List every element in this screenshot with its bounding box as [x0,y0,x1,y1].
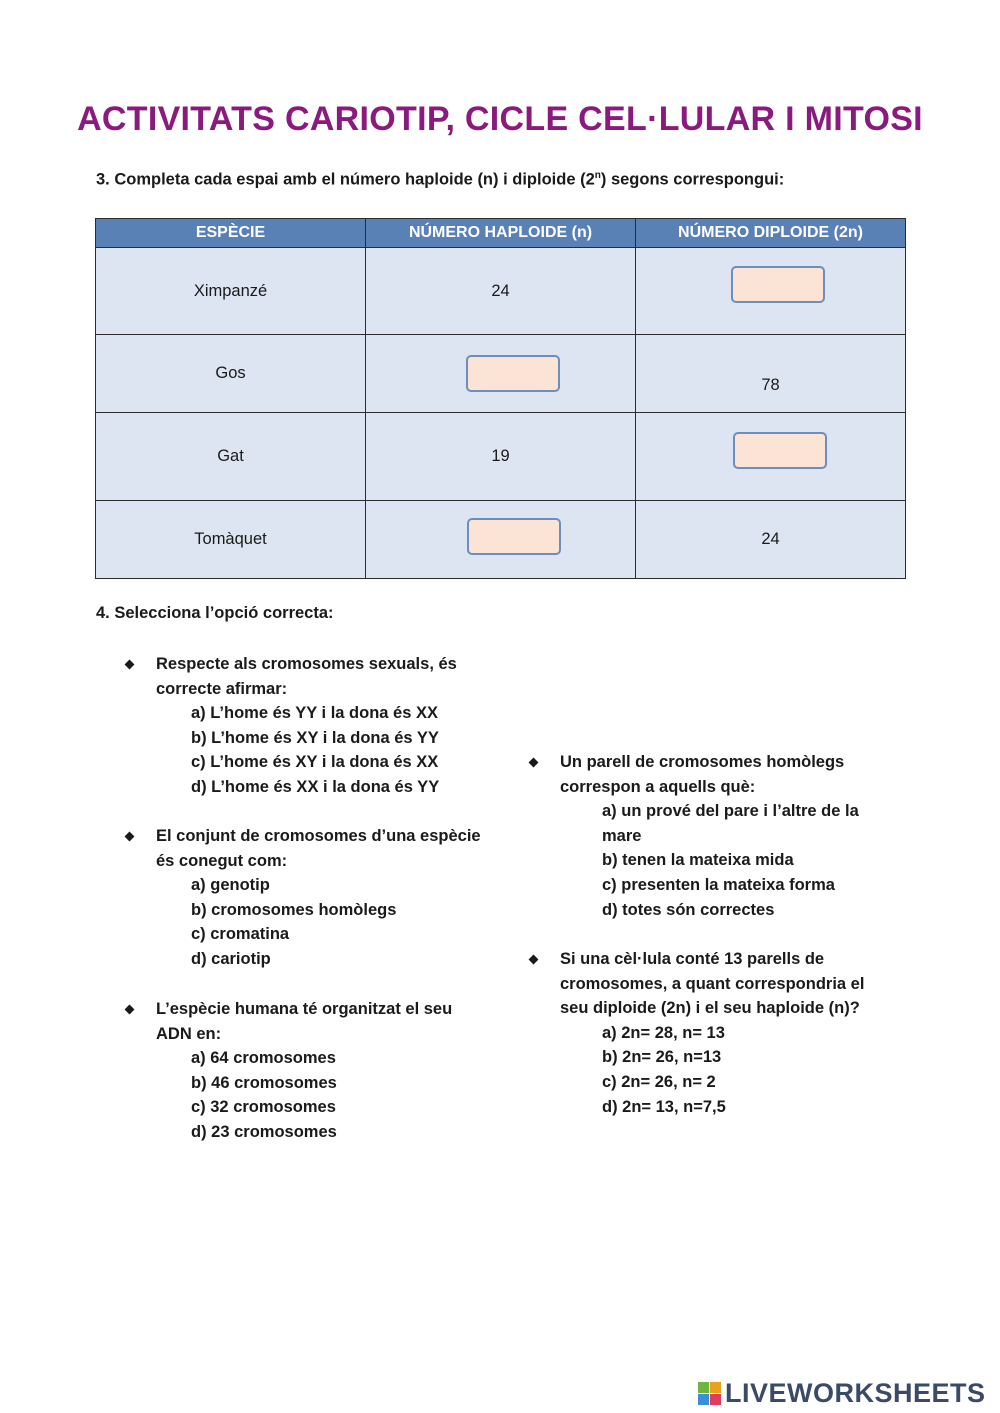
haploid-cell: 24 [366,248,636,335]
mcq-option-c[interactable]: c) 32 cromosomes [191,1098,336,1117]
species-cell: Gat [96,413,366,501]
mcq-option-b[interactable]: b) tenen la mateixa mida [602,851,794,870]
mcq-option-a-continued[interactable]: mare [602,826,642,845]
worksheet-title: ACTIVITATS CARIOTIP, CICLE CEL·LULAR I MITOSI [77,100,923,138]
chromosome-table [95,218,906,579]
haploid-cell [366,335,636,413]
table-row [96,335,906,413]
mcq-option-a[interactable]: a) genotip [191,876,270,895]
answer-input-box[interactable] [731,266,825,303]
mcq-option-d[interactable]: d) 23 cromosomes [191,1122,337,1141]
question-3-prompt: 3. Completa cada espai amb el número haploide (n) i diploide (2$^n$) segons correspongui: [96,170,785,189]
mcq-option-a[interactable]: a) un prové del pare i l’altre de la [602,802,859,821]
logo-square-2 [710,1382,721,1393]
mcq-chromosome-set [156,824,516,972]
mcq-option-c[interactable]: c) 2n= 26, n= 2 [602,1072,716,1091]
species-cell: Ximpanzé [96,248,366,335]
mcq-homologous-pair [560,750,900,922]
diploid-cell [636,413,906,501]
mcq-stem: ADN en: [156,1024,222,1043]
mcq-option-c[interactable]: c) presenten la mateixa forma [602,875,835,894]
mcq-sex-chromosomes [156,652,516,800]
mcq-stem: Un parell de cromosomes homòlegs [560,753,845,771]
answer-input-box[interactable] [733,432,827,469]
haploid-cell: 19 [366,413,636,501]
liveworksheets-logo [698,1378,986,1408]
answer-input-box[interactable] [466,355,560,392]
diploid-cell: 24 [636,501,906,579]
mcq-stem: seu diploide (2n) i el seu haploide (n)? [560,999,860,1018]
mcq-option-a[interactable]: a) 64 cromosomes [191,1049,336,1068]
mcq-option-c[interactable]: c) cromatina [191,925,290,944]
species-cell: Gos [96,335,366,413]
mcq-cell-pairs [560,947,900,1119]
mcq-option-b[interactable]: b) 2n= 26, n=13 [602,1048,722,1067]
mcq-option-b[interactable]: b) L’home és XY i la dona és YY [191,728,439,747]
liveworksheets-logo-icon [698,1382,721,1405]
mcq-option-b[interactable]: b) cromosomes homòlegs [191,900,397,919]
mcq-stem: Respecte als cromosomes sexuals, és [156,655,457,673]
mcq-stem: L’espècie humana té organitzat el seu [156,1000,453,1018]
mcq-stem: cromosomes, a quant correspondria el [560,974,865,993]
mcq-option-d[interactable]: d) totes són correctes [602,900,775,919]
logo-square-1 [698,1382,709,1393]
mcq-stem: Si una cèl·lula conté 13 parells de [560,950,825,968]
table-row [96,501,906,579]
header-species: ESPÈCIE [96,219,366,248]
liveworksheets-logo-text: LIVEWORKSHEETS [725,1377,986,1408]
bullet-diamond-icon [125,832,135,842]
table-row [96,248,906,335]
header-haploid: NÚMERO HAPLOIDE (n) [366,219,636,248]
bullet-diamond-icon [125,660,135,670]
mcq-option-d[interactable]: d) L’home és XX i la dona és YY [191,777,440,796]
bullet-diamond-icon [125,1005,135,1015]
mcq-stem: correspon a aquells què: [560,777,756,796]
logo-square-4 [710,1394,721,1405]
mcq-option-a[interactable]: a) L’home és YY i la dona és XX [191,704,438,723]
mcq-option-d[interactable]: d) 2n= 13, n=7,5 [602,1097,726,1116]
table-row [96,413,906,501]
diploid-cell [636,248,906,335]
mcq-stem: és conegut com: [156,851,288,870]
species-cell: Tomàquet [96,501,366,579]
mcq-stem: El conjunt de cromosomes d’una espècie [156,827,481,845]
mcq-option-c[interactable]: c) L’home és XY i la dona és XX [191,753,439,772]
mcq-option-a[interactable]: a) 2n= 28, n= 13 [602,1023,725,1042]
question-4-prompt: 4. Selecciona l’opció correcta: [96,604,334,622]
header-diploid: NÚMERO DIPLOIDE (2n) [636,219,906,248]
logo-square-3 [698,1394,709,1405]
mcq-human-dna [156,997,516,1145]
mcq-option-d[interactable]: d) cariotip [191,949,271,968]
haploid-cell [366,501,636,579]
diploid-cell: 78 [636,335,906,413]
bullet-diamond-icon [529,955,539,965]
mcq-option-b[interactable]: b) 46 cromosomes [191,1073,337,1092]
mcq-stem: correcte afirmar: [156,679,288,698]
bullet-diamond-icon [529,758,539,768]
answer-input-box[interactable] [467,518,561,555]
table-header-row [96,219,906,248]
